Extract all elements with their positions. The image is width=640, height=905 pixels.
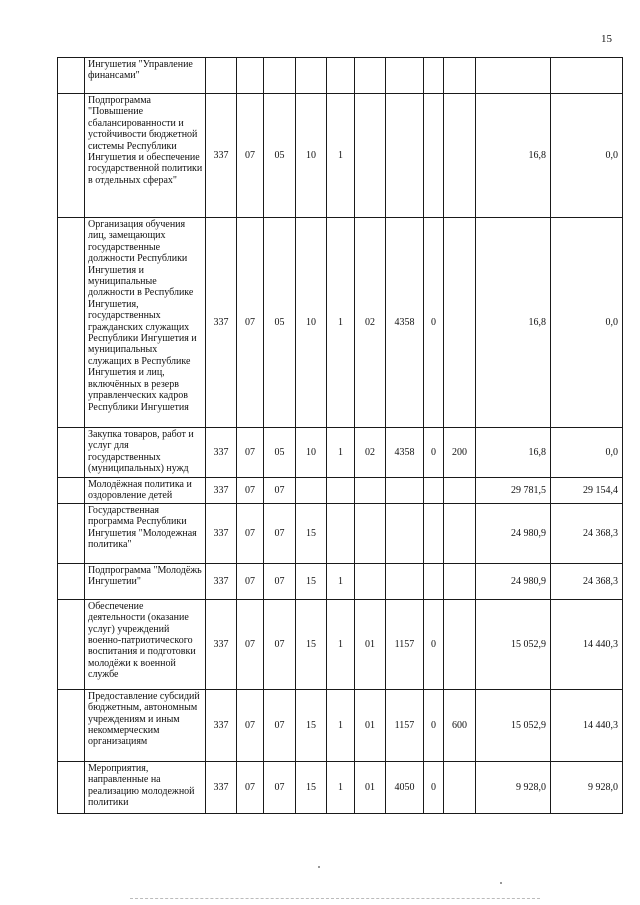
row-value-cell [424,58,444,94]
row-value-cell: 07 [237,599,264,689]
row-index-cell [58,94,85,218]
row-value-cell: 01 [355,761,386,813]
row-value-cell [424,563,444,599]
row-value-cell: 1 [327,428,355,478]
row-index-cell [58,503,85,563]
row-value-cell: 07 [237,218,264,428]
table-row [58,428,623,478]
row-value-cell [296,58,327,94]
table-row [58,58,623,94]
row-value-cell [386,58,424,94]
row-value-cell: 337 [206,503,237,563]
row-value-cell: 15 [296,689,327,761]
row-value-cell [355,58,386,94]
row-value-cell: 01 [355,599,386,689]
row-index-cell [58,689,85,761]
row-value-cell: 1157 [386,599,424,689]
row-value-cell [444,761,476,813]
row-value-cell [355,94,386,218]
row-value-cell [206,58,237,94]
row-value-cell [296,478,327,504]
row-value-cell [444,503,476,563]
row-value-cell: 16,8 [476,218,551,428]
row-value-cell: 14 440,3 [551,599,623,689]
row-value-cell [355,478,386,504]
row-value-cell: 01 [355,689,386,761]
row-index-cell [58,58,85,94]
row-value-cell: 16,8 [476,428,551,478]
row-value-cell: 0,0 [551,218,623,428]
row-value-cell: 0 [424,428,444,478]
row-index-cell [58,478,85,504]
row-value-cell: 15 [296,503,327,563]
row-value-cell [327,503,355,563]
scan-speck [318,866,320,868]
row-value-cell [424,503,444,563]
row-value-cell [551,58,623,94]
row-value-cell [444,563,476,599]
row-value-cell: 600 [444,689,476,761]
row-name-cell: Государственная программа Республики Ингушетия "Молодежная политика" [85,503,206,563]
row-value-cell: 15 [296,761,327,813]
row-value-cell: 337 [206,428,237,478]
table-row [58,761,623,813]
row-value-cell: 4358 [386,218,424,428]
row-value-cell: 337 [206,761,237,813]
row-value-cell: 15 052,9 [476,599,551,689]
row-value-cell: 1 [327,689,355,761]
row-value-cell: 07 [237,689,264,761]
row-value-cell: 0 [424,599,444,689]
row-value-cell: 10 [296,94,327,218]
row-value-cell: 15 052,9 [476,689,551,761]
row-value-cell: 02 [355,218,386,428]
budget-table [57,57,623,814]
row-value-cell [444,478,476,504]
row-value-cell: 07 [237,94,264,218]
row-value-cell: 4050 [386,761,424,813]
row-value-cell: 9 928,0 [476,761,551,813]
row-value-cell: 07 [237,478,264,504]
row-value-cell: 337 [206,478,237,504]
row-value-cell: 16,8 [476,94,551,218]
row-value-cell: 07 [264,503,296,563]
row-value-cell [444,218,476,428]
row-value-cell: 07 [264,689,296,761]
table-row [58,94,623,218]
row-value-cell: 337 [206,94,237,218]
row-value-cell: 24 368,3 [551,503,623,563]
row-index-cell [58,599,85,689]
table-row [58,478,623,504]
row-value-cell: 1 [327,218,355,428]
row-value-cell [386,563,424,599]
row-value-cell: 337 [206,218,237,428]
row-value-cell: 337 [206,599,237,689]
row-value-cell: 200 [444,428,476,478]
row-value-cell: 07 [237,761,264,813]
row-value-cell [327,58,355,94]
row-value-cell: 9 928,0 [551,761,623,813]
scan-speck [500,882,502,884]
row-value-cell: 0 [424,761,444,813]
row-value-cell: 1 [327,563,355,599]
row-value-cell: 15 [296,563,327,599]
row-name-cell: Предоставление субсидий бюджетным, автономным учреждениям и иным некоммерческим организациям [85,689,206,761]
row-value-cell: 07 [264,599,296,689]
row-value-cell: 07 [264,478,296,504]
table-row [58,689,623,761]
row-value-cell: 15 [296,599,327,689]
row-value-cell: 10 [296,218,327,428]
row-value-cell: 4358 [386,428,424,478]
row-index-cell [58,761,85,813]
row-value-cell: 1 [327,94,355,218]
row-value-cell [355,563,386,599]
row-value-cell: 07 [237,563,264,599]
row-value-cell: 05 [264,94,296,218]
row-value-cell: 1 [327,599,355,689]
row-value-cell: 07 [237,428,264,478]
table-row [58,218,623,428]
row-name-cell: Подпрограмма "Молодёжь Ингушетии" [85,563,206,599]
page-number: 15 [601,33,612,45]
row-value-cell [424,478,444,504]
page-bottom-rule [130,897,540,899]
row-value-cell: 0,0 [551,428,623,478]
row-name-cell: Мероприятия, направленные на реализацию молодежной политики [85,761,206,813]
row-value-cell [386,478,424,504]
row-value-cell: 24 980,9 [476,563,551,599]
row-name-cell: Подпрограмма "Повышение сбалансированности и устойчивости бюджетной системы Республики Ингушетия и обеспечение государственной политики в отдельных сферах" [85,94,206,218]
row-name-cell: Обеспечение деятельности (оказание услуг) учреждений военно-патриотического воспитания и подготовки молодёжи к военной службе [85,599,206,689]
row-value-cell [476,58,551,94]
row-value-cell [264,58,296,94]
row-name-cell: Закупка товаров, работ и услуг для государственных (муниципальных) нужд [85,428,206,478]
row-value-cell: 0,0 [551,94,623,218]
table-row [58,503,623,563]
row-value-cell: 07 [264,761,296,813]
row-value-cell [444,599,476,689]
row-value-cell: 14 440,3 [551,689,623,761]
row-value-cell [444,94,476,218]
row-value-cell [237,58,264,94]
row-value-cell: 29 154,4 [551,478,623,504]
row-value-cell: 0 [424,218,444,428]
row-index-cell [58,428,85,478]
table-row [58,563,623,599]
row-value-cell: 07 [237,503,264,563]
row-value-cell: 05 [264,428,296,478]
row-value-cell: 10 [296,428,327,478]
row-index-cell [58,563,85,599]
row-value-cell: 24 368,3 [551,563,623,599]
row-value-cell: 24 980,9 [476,503,551,563]
table-body [58,58,623,814]
row-value-cell: 05 [264,218,296,428]
row-index-cell [58,218,85,428]
row-value-cell [386,94,424,218]
row-name-cell: Организация обучения лиц, замещающих государственные должности Республики Ингушетия и муниципальные должности в Республике Ингушетия, государственных гражданских служащих Республики Ингушетия и муниципальных служащих в Республике Ингушетия и лиц, включённых в резерв управленческих кадров Республики Ингушетия [85,218,206,428]
row-value-cell: 337 [206,689,237,761]
row-value-cell: 337 [206,563,237,599]
row-value-cell [444,58,476,94]
row-value-cell [355,503,386,563]
row-value-cell: 02 [355,428,386,478]
row-value-cell [327,478,355,504]
row-value-cell: 1 [327,761,355,813]
row-value-cell: 07 [264,563,296,599]
row-value-cell: 0 [424,689,444,761]
row-value-cell [386,503,424,563]
row-name-cell: Ингушетия "Управление финансами" [85,58,206,94]
row-value-cell: 1157 [386,689,424,761]
row-value-cell [424,94,444,218]
row-name-cell: Молодёжная политика и оздоровление детей [85,478,206,504]
row-value-cell: 29 781,5 [476,478,551,504]
table-row [58,599,623,689]
